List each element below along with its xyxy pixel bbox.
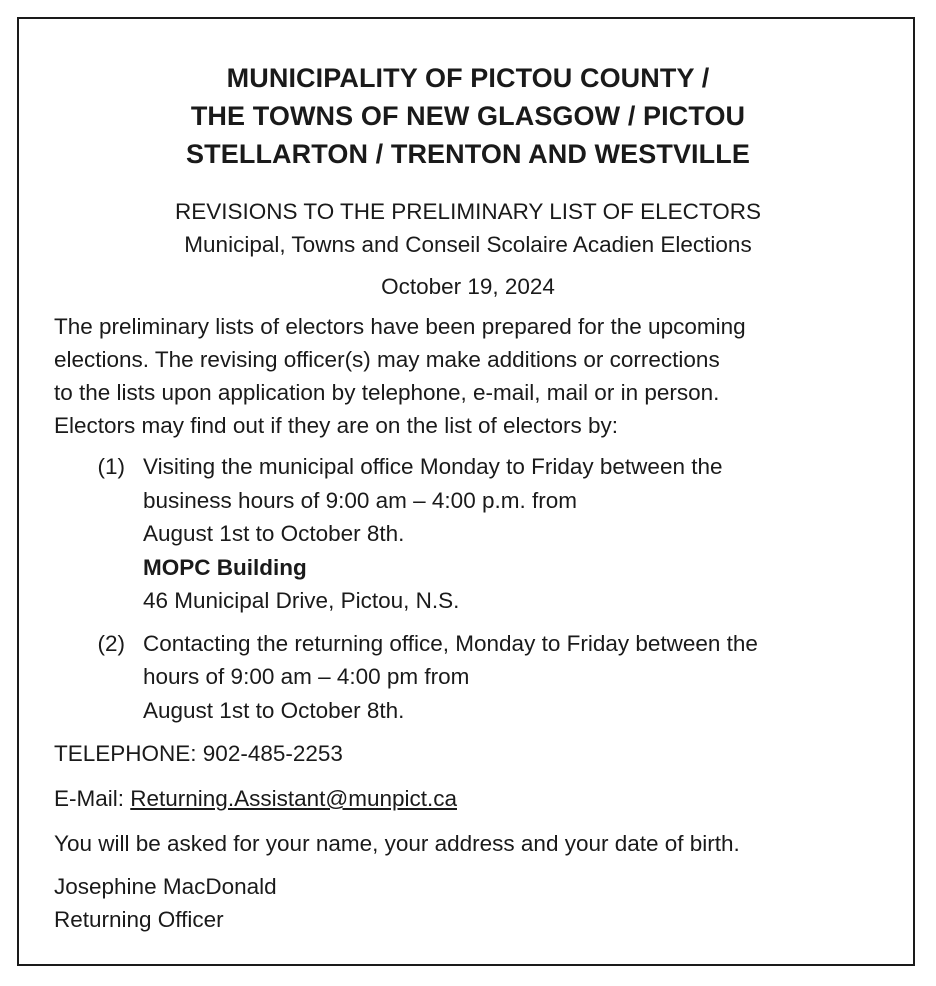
notice-border (17, 17, 915, 966)
heading-line-2: THE TOWNS OF NEW GLASGOW / PICTOU (190, 101, 746, 131)
notice-text: You will be asked for your name, your address and your date of birth. (54, 831, 740, 856)
heading-line-3: STELLARTON / TRENTON AND WESTVILLE (186, 139, 750, 169)
intro-line-3: to the lists upon application by telephone, e-mail, mail or in person. (54, 380, 720, 405)
item-line-1: Visiting the municipal office Monday to Friday between the (143, 454, 723, 479)
intro-line-1: The preliminary lists of electors have been prepared for the upcoming (54, 314, 746, 339)
item-line-1: Contacting the returning office, Monday to Friday between the (143, 630, 758, 656)
notice-heading (19, 59, 917, 173)
email-label: E-Mail: (54, 786, 131, 811)
signature-name: Josephine MacDonald (54, 874, 277, 899)
subheading-line-1: REVISIONS TO THE PRELIMINARY LIST OF ELECTORS (174, 199, 761, 224)
options-list (54, 450, 904, 727)
item-line-3: August 1st to October 8th. (143, 697, 405, 723)
notice-date: October 19, 2024 (381, 274, 555, 299)
building-name: MOPC Building (143, 554, 307, 580)
telephone-line: TELEPHONE: 902-485-2253 (54, 741, 343, 766)
notice-content (54, 59, 904, 936)
item-line-2: hours of 9:00 am – 4:00 pm from (143, 664, 470, 689)
signature-title: Returning Officer (54, 907, 224, 932)
list-item-number: (2) (97, 630, 125, 656)
list-item-body (143, 627, 758, 728)
item-line-2: business hours of 9:00 am – 4:00 p.m. from (143, 487, 577, 513)
item-line-3: August 1st to October 8th. (143, 521, 405, 546)
list-item (54, 627, 904, 728)
notice-subheading (19, 195, 917, 261)
signature-block (54, 870, 904, 936)
intro-line-4: Electors may find out if they are on the list of electors by: (54, 413, 619, 438)
list-item-body (143, 450, 723, 618)
email-line (54, 782, 904, 815)
list-item (54, 450, 904, 618)
heading-line-1: MUNICIPALITY OF PICTOU COUNTY / (226, 63, 710, 93)
email-link[interactable]: Returning.Assistant@munpict.ca (130, 786, 457, 811)
subheading-line-2: Municipal, Towns and Conseil Scolaire Acadien Elections (184, 232, 752, 257)
list-item-number: (1) (97, 454, 125, 479)
building-address: 46 Municipal Drive, Pictou, N.S. (143, 588, 460, 613)
intro-paragraph (54, 310, 904, 442)
intro-line-2: elections. The revising officer(s) may make additions or corrections (54, 347, 720, 372)
